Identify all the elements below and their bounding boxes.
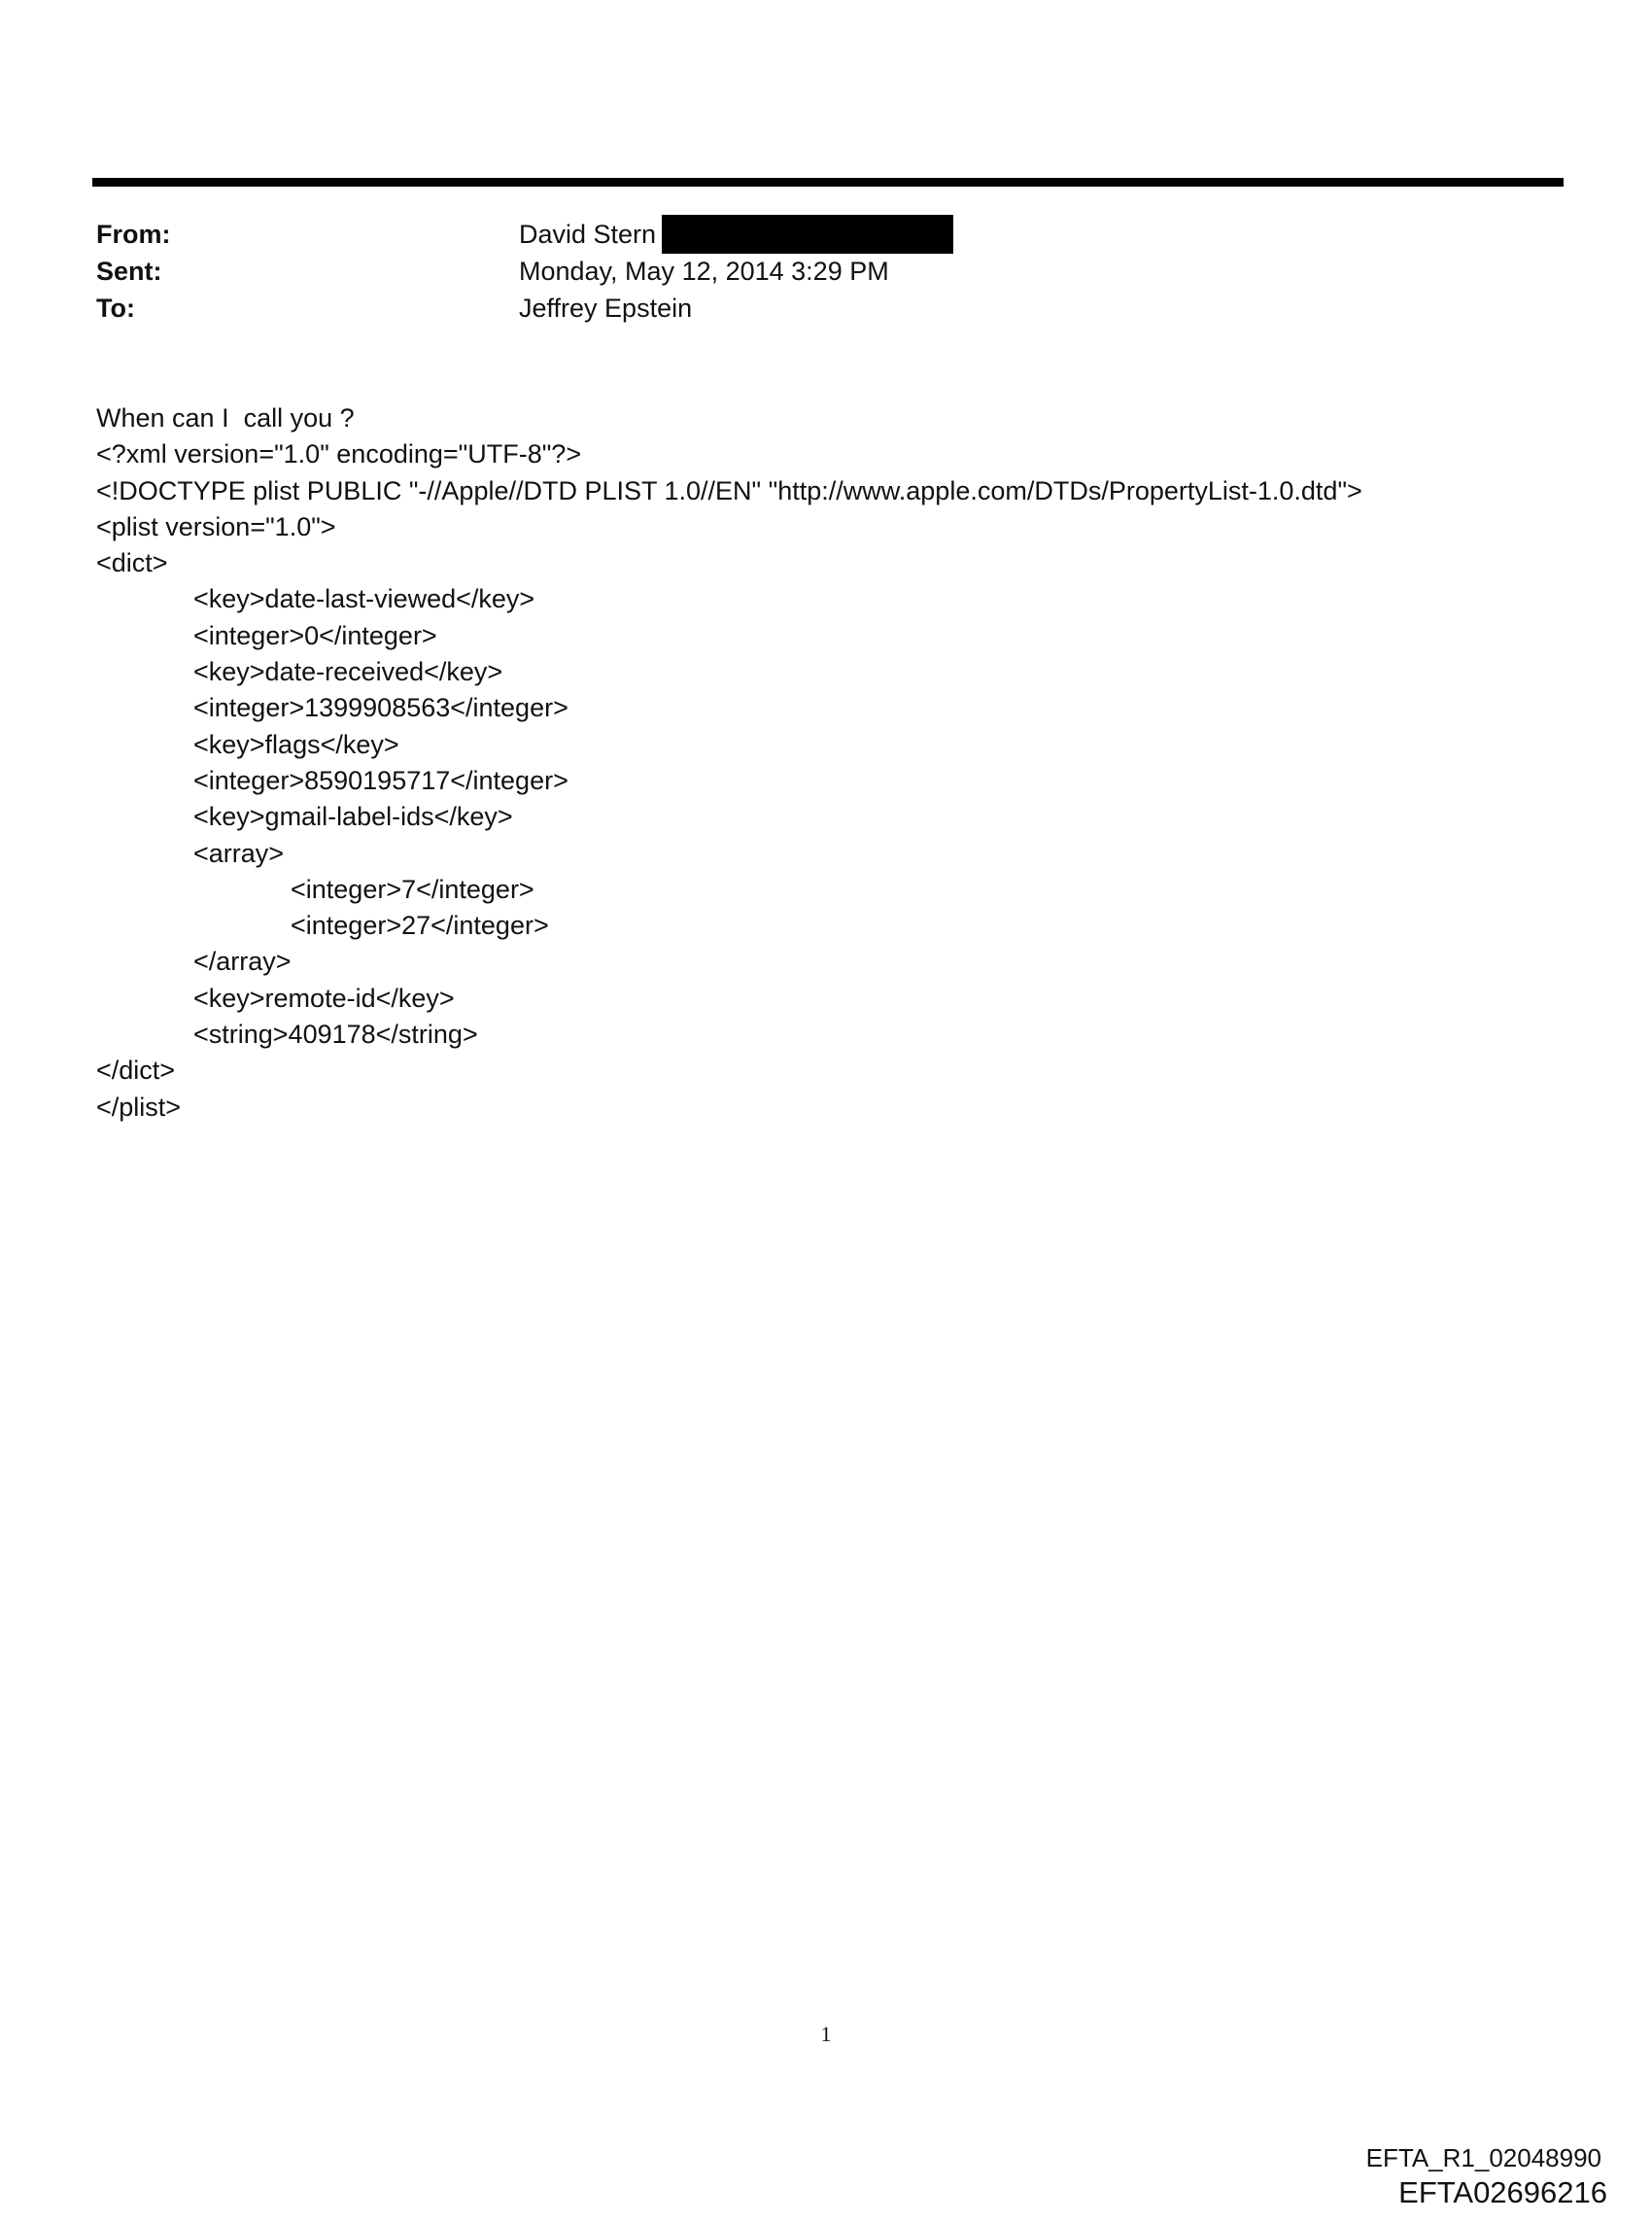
doctype-line: <!DOCTYPE plist PUBLIC "-//Apple//DTD PLIST 1.0//EN" "http://www.apple.com/DTDs/PropertyList-1.0.dtd"> [96, 475, 1362, 505]
from-value: David Stern [519, 219, 657, 249]
sent-row [96, 253, 1554, 290]
sent-label: Sent: [96, 256, 162, 286]
key-line: <key>gmail-label-ids</key> [193, 802, 513, 832]
bates-number-primary: EFTA_R1_02048990 [1365, 2143, 1601, 2172]
email-header [96, 216, 1554, 327]
to-row [96, 290, 1554, 327]
from-label: From: [96, 219, 171, 249]
array-item-line: <integer>7</integer> [291, 874, 534, 904]
to-label: To: [96, 293, 135, 323]
key-line: <key>date-received</key> [193, 657, 503, 687]
email-body [96, 400, 1362, 1126]
xml-declaration-line: <?xml version="1.0" encoding="UTF-8"?> [96, 439, 582, 469]
bates-number-secondary: EFTA02696216 [1398, 2175, 1607, 2209]
key-line: <key>remote-id</key> [193, 983, 455, 1013]
redaction-box [662, 215, 953, 254]
dict-close-line: </dict> [96, 1056, 176, 1086]
to-value: Jeffrey Epstein [519, 293, 693, 323]
array-item-line: <integer>27</integer> [291, 911, 549, 941]
value-line: <integer>8590195717</integer> [193, 765, 568, 795]
sent-value: Monday, May 12, 2014 3:29 PM [519, 256, 889, 286]
plist-close-line: </plist> [96, 1092, 182, 1122]
array-close-line: </array> [193, 947, 292, 977]
from-value-wrap [519, 215, 953, 254]
key-line: <key>flags</key> [193, 729, 399, 759]
key-line: <key>date-last-viewed</key> [193, 584, 535, 614]
array-open-line: <array> [193, 838, 285, 868]
page-number: 1 [820, 2022, 832, 2046]
message-line: When can I call you ? [96, 403, 355, 433]
dict-open-line: <dict> [96, 548, 168, 578]
plist-open-line: <plist version="1.0"> [96, 511, 336, 541]
header-divider [92, 178, 1564, 187]
value-line: <integer>0</integer> [193, 620, 437, 650]
from-row [96, 216, 1554, 253]
value-line: <string>409178</string> [193, 1020, 478, 1050]
value-line: <integer>1399908563</integer> [193, 693, 568, 723]
